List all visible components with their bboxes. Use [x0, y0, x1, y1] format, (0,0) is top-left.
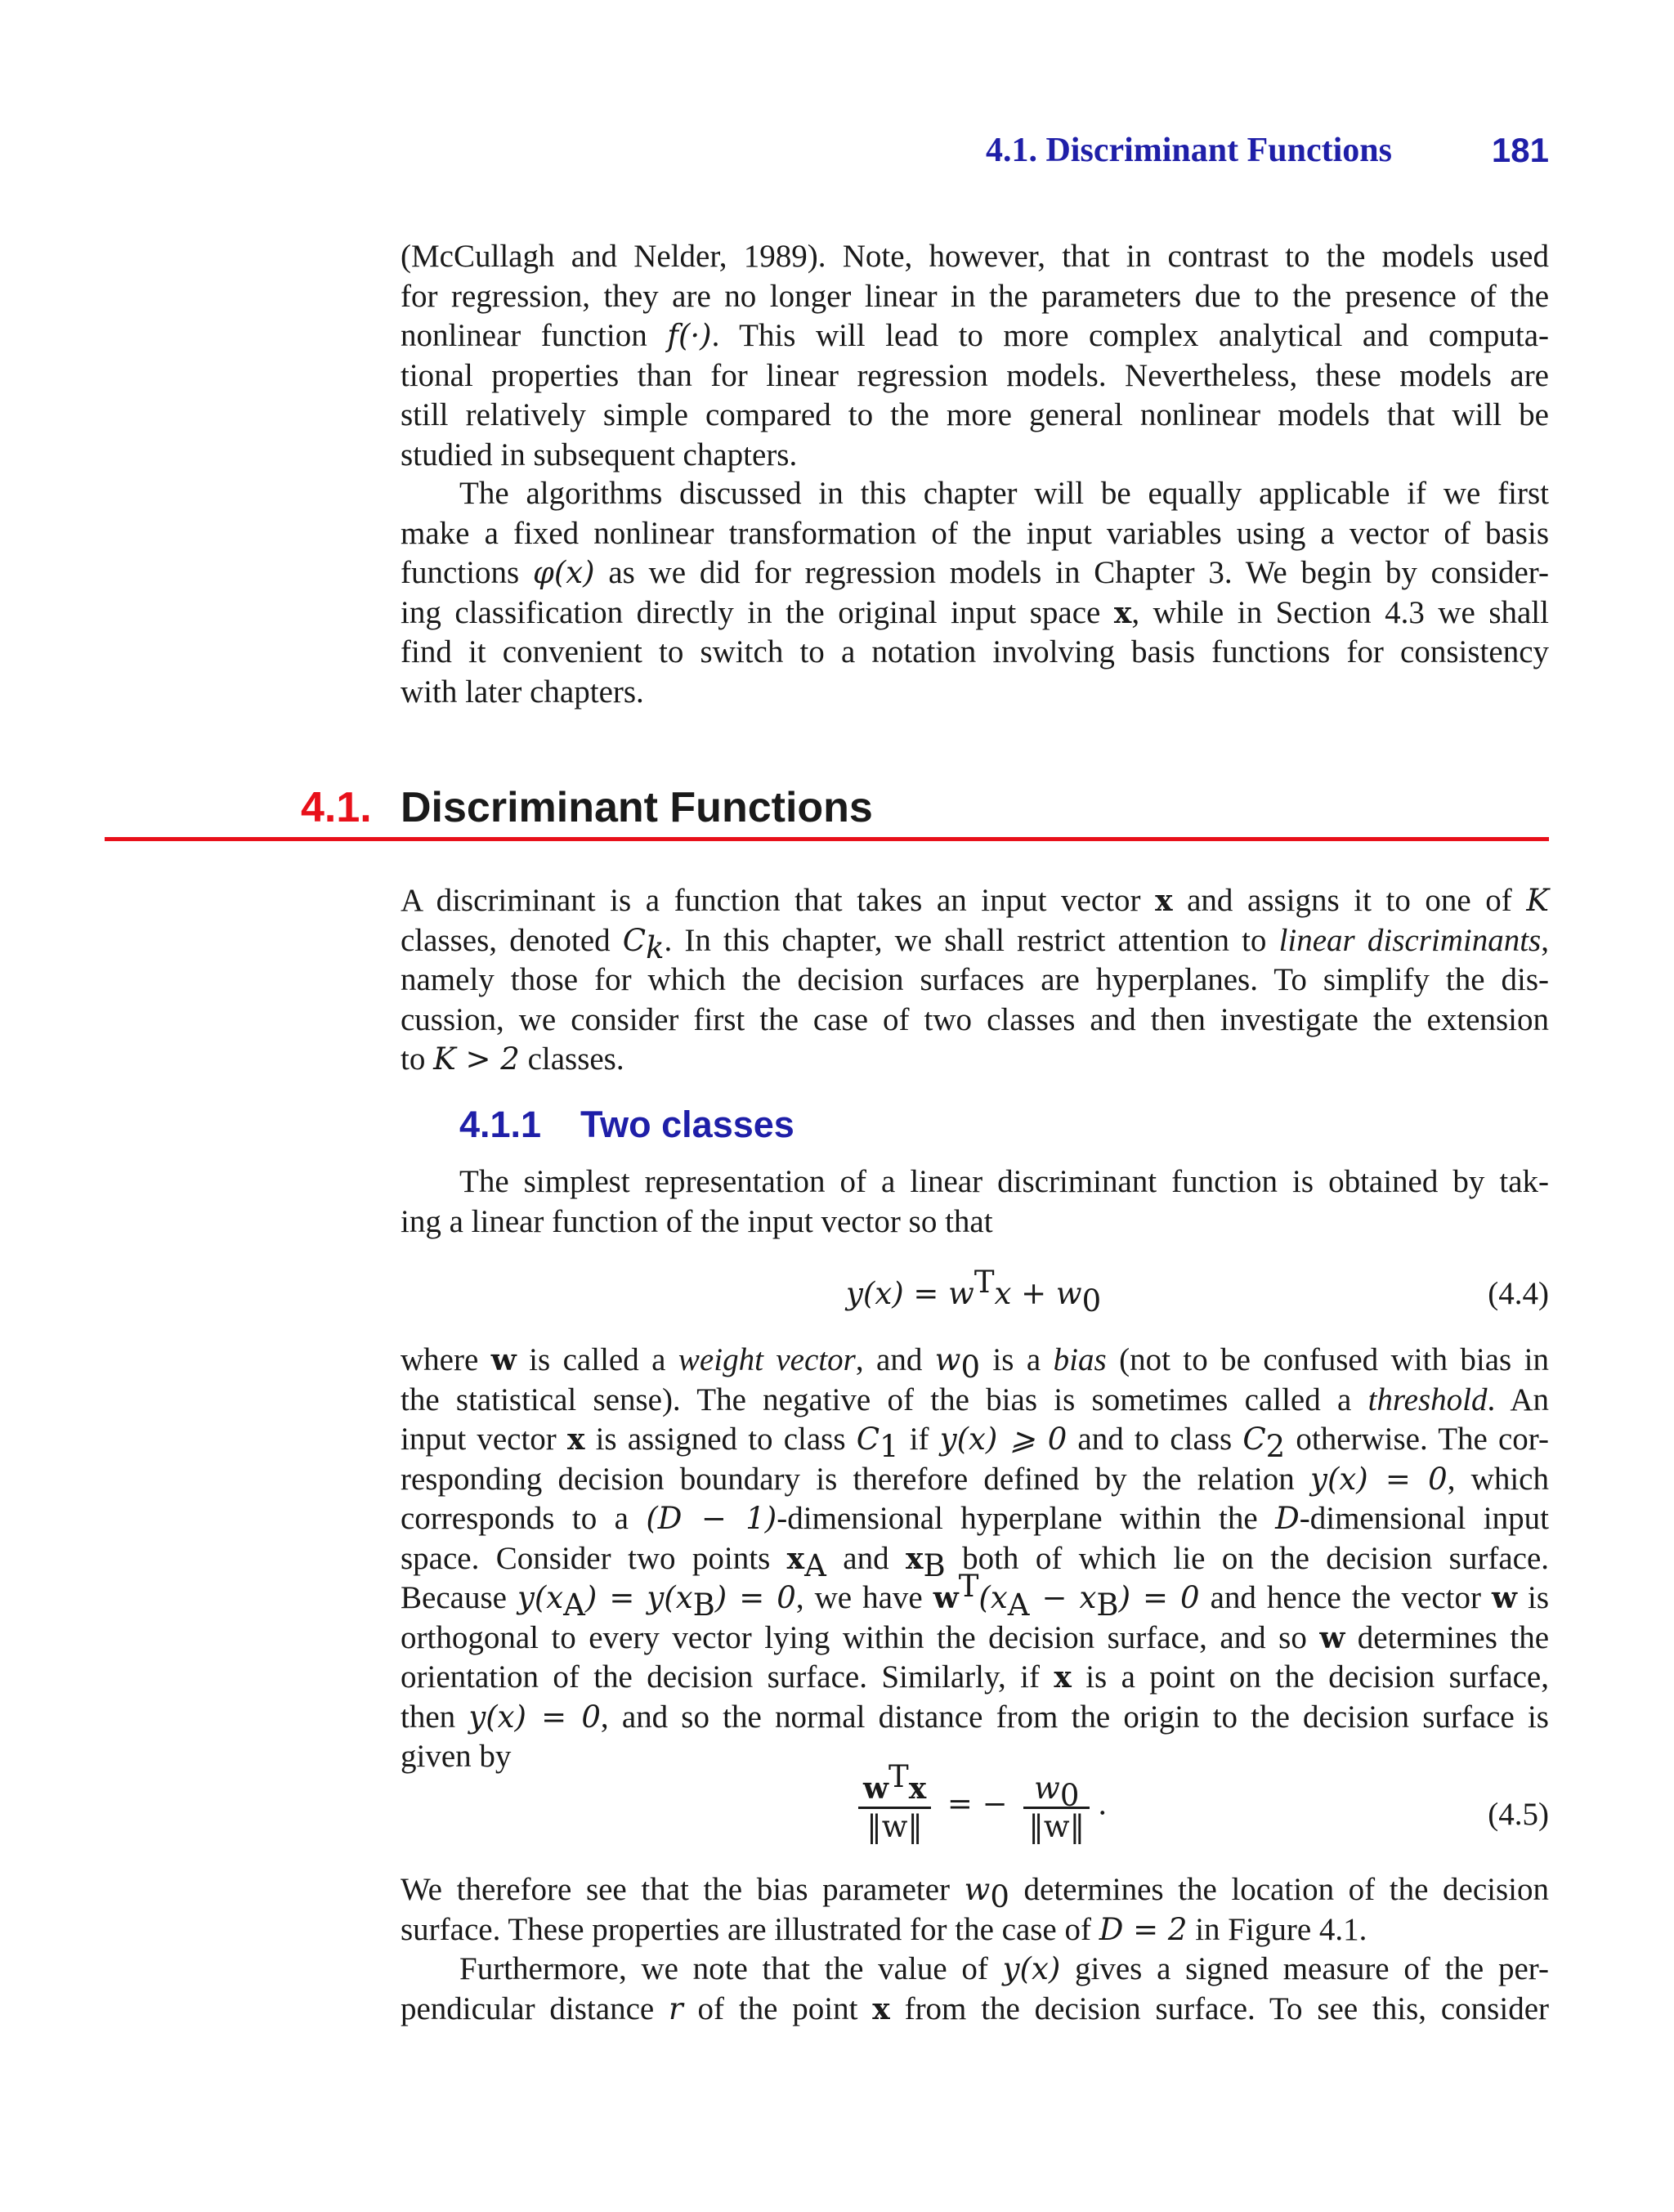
text-line: given by	[401, 1739, 512, 1774]
text-line: classes, denoted $C_k$. In this chapter, we shall restrict attention to linear discriminants,	[401, 922, 1549, 965]
text-line: ing classification directly in the original input space x, while in Section 4.3 we shall	[401, 594, 1549, 630]
text-line: to K > 2 classes.	[401, 1041, 624, 1077]
subsection-title: Two classes	[580, 1104, 794, 1145]
text-line: nonlinear function f(·). This will lead to more complex analytical and computa-	[401, 318, 1550, 353]
section-rule	[105, 837, 1549, 841]
text-line: namely those for which the decision surfaces are hyperplanes. To simplify the dis-	[401, 962, 1549, 997]
text-line: make a fixed nonlinear transformation of the input variables using a vector of basis	[401, 515, 1549, 551]
text-line: We therefore see that the bias parameter $w_0$ determines the location of the decision	[401, 1872, 1549, 1914]
text-line: Furthermore, we note that the value of y(x) gives a signed measure of the per-	[459, 1951, 1549, 1986]
text-line: still relatively simple compared to the more general nonlinear models that will be	[401, 397, 1549, 432]
section-number: 4.1.	[301, 784, 372, 831]
text-line: orientation of the decision surface. Similarly, if x is a point on the decision surface,	[401, 1659, 1549, 1695]
subsection-paragraph-4	[401, 1950, 1549, 2029]
text-line: functions φ(x) as we did for regression models in Chapter 3. We begin by consider-	[401, 555, 1549, 590]
math-inline: f(·)	[667, 318, 712, 353]
text-line: the statistical sense). The negative of the bias is sometimes called a threshold. An	[401, 1381, 1549, 1417]
math-inline: x	[1113, 595, 1132, 630]
subsection-paragraph-1	[401, 1162, 1549, 1242]
page-number: 181	[1491, 131, 1549, 169]
text-line: The algorithms discussed in this chapter will be equally applicable if we first	[459, 476, 1549, 511]
equation-body: $y(x) = w^Tx + w_0$	[846, 1265, 1102, 1319]
text-line: studied in subsequent chapters.	[401, 437, 798, 472]
text-line: corresponds to a (D − 1)-dimensional hyperplane within the D-dimensional input	[401, 1501, 1549, 1536]
text-line: where w is called a weight vector, and $w_0$ is a bias (not to be confused with bias in	[401, 1342, 1550, 1385]
text-line: (McCullagh and Nelder, 1989). Note, however, that in contrast to the models used	[401, 239, 1549, 274]
text-line: then y(x) = 0, and so the normal distance from the origin to the decision surface is	[401, 1699, 1549, 1735]
equation-4-4	[401, 1265, 1549, 1321]
text-line: pendicular distance r of the point x from the decision surface. To see this, consider	[401, 1990, 1549, 2026]
fraction: $\frac{w_0}{‖w‖}$	[1023, 1770, 1090, 1844]
section-paragraph	[401, 881, 1549, 1080]
subsection-paragraph-3	[401, 1870, 1549, 1950]
intro-paragraph-1	[401, 237, 1549, 475]
text-line: for regression, they are no longer linear in the parameters due to the presence of the	[401, 278, 1549, 314]
fraction: $\frac{w^Tx}{‖w‖}$	[858, 1770, 931, 1844]
running-header-title: 4.1. Discriminant Functions	[985, 132, 1392, 169]
text-line: The simplest representation of a linear discriminant function is obtained by tak-	[459, 1164, 1549, 1199]
equation-number: (4.5)	[1488, 1797, 1549, 1832]
equation-body: $\frac{w^Tx}{‖w‖}$ = − $\frac{w_0}{‖w‖}$ .	[858, 1770, 1108, 1844]
text-line: A discriminant is a function that takes an input vector x and assigns it to one of K	[401, 883, 1549, 918]
equation-4-5	[401, 1759, 1549, 1876]
running-header	[0, 131, 1674, 180]
text-line: surface. These properties are illustrated for the case of D = 2 in Figure 4.1.	[401, 1911, 1367, 1947]
subsection-paragraph-2	[401, 1341, 1549, 1777]
section-title: Discriminant Functions	[401, 784, 873, 831]
text-line: orthogonal to every vector lying within the decision surface, and so w determines the	[401, 1619, 1549, 1655]
equation-number: (4.4)	[1488, 1276, 1549, 1311]
text-line: input vector x is assigned to class $C_1$ if y(x) ⩾ 0 and to class $C_2$ otherwise. The cor-	[401, 1422, 1549, 1464]
text-line: responding decision boundary is therefore defined by the relation y(x) = 0, which	[401, 1461, 1549, 1497]
text-line: tional properties than for linear regression models. Nevertheless, these models are	[401, 357, 1549, 393]
math-inline: φ(x)	[532, 555, 595, 590]
text-line: find it convenient to switch to a notation involving basis functions for consistency	[401, 634, 1549, 669]
text-line: ing a linear function of the input vector so that	[401, 1203, 993, 1239]
text-line: space. Consider two points $x_A$ and $x_B$ both of which lie on the decision surface.	[401, 1540, 1550, 1583]
intro-paragraph-2	[401, 474, 1549, 712]
subsection-number: 4.1.1	[459, 1104, 542, 1145]
text-line: with later chapters.	[401, 674, 644, 710]
text-line: cussion, we consider first the case of two classes and then investigate the extension	[401, 1001, 1549, 1037]
text-line: Because $y(x_A) = y(x_B) = 0$, we have $w^T(x_A - x_B) = 0$ and hence the vector w is	[401, 1569, 1550, 1623]
